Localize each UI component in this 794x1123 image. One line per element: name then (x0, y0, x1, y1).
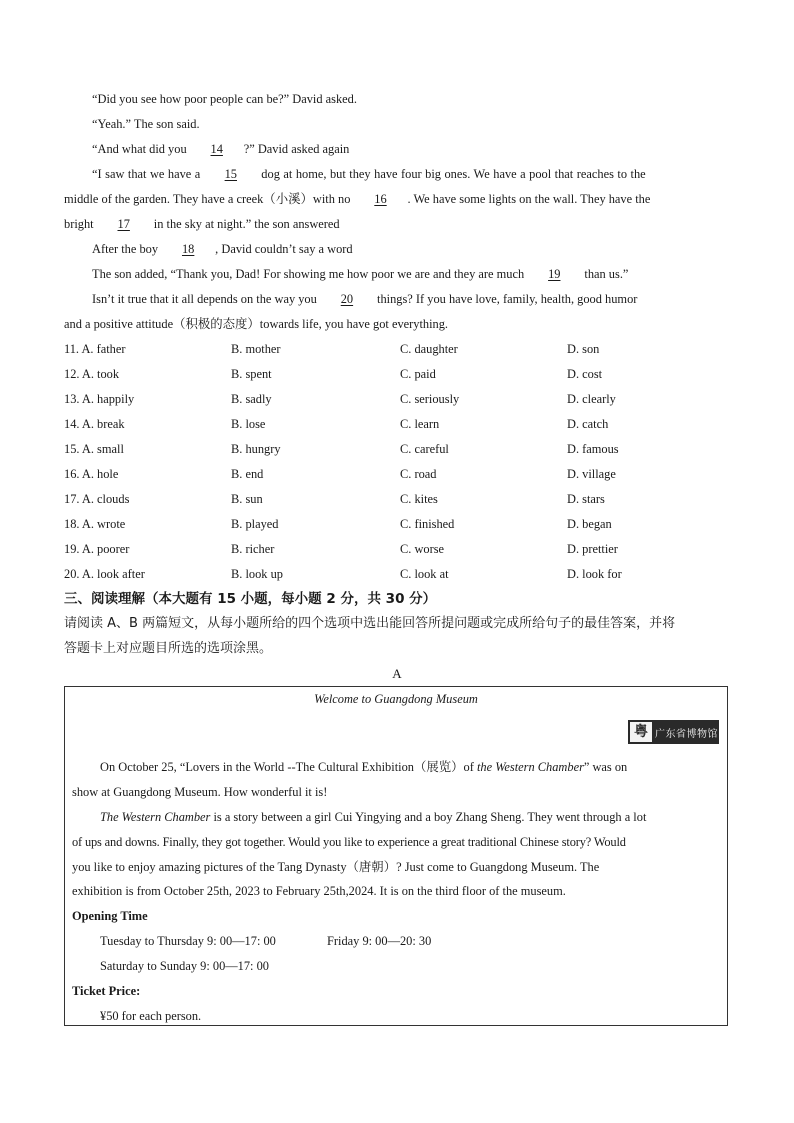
story-line-9 (92, 291, 637, 307)
option-row (64, 391, 744, 407)
option-a: 12. A. took (64, 367, 120, 381)
option-c: C. careful (400, 442, 449, 456)
option-a: 18. A. wrote (64, 517, 126, 531)
option-c: C. seriously (400, 392, 460, 406)
text-segment: “I saw that we have a (92, 167, 204, 181)
option-b: B. spent (231, 367, 272, 381)
option-c: C. paid (400, 367, 436, 381)
notice-para-2-line-1 (100, 809, 646, 825)
option-d: D. famous (567, 442, 619, 456)
option-d: D. clearly (567, 392, 616, 406)
option-row (64, 341, 744, 357)
option-c: C. worse (400, 542, 445, 556)
option-b: B. richer (231, 542, 275, 556)
ticket-price-heading: Ticket Price: (72, 984, 141, 998)
option-a: 14. A. break (64, 417, 125, 431)
text-segment: in the sky at night.” the son answered (150, 217, 340, 231)
museum-logo-icon: 粤 (630, 722, 652, 742)
notice-title: Welcome to Guangdong Museum (314, 692, 478, 706)
hours-friday: Friday 9: 00—20: 30 (327, 934, 432, 948)
blank-14: 14 (210, 142, 223, 156)
text-segment: . We have some lights on the wall. They have the (407, 192, 651, 206)
option-b: B. lose (231, 417, 266, 431)
option-d: D. look for (567, 567, 622, 581)
museum-logo-text: 广东省博物馆 (655, 728, 718, 740)
option-a: 13. A. happily (64, 392, 135, 406)
option-row (64, 516, 744, 532)
museum-notice-box (64, 686, 728, 1026)
notice-para-1-line-1 (100, 759, 627, 775)
option-b: B. sadly (231, 392, 272, 406)
hours-weekday: Tuesday to Thursday 9: 00—17: 00 (100, 934, 276, 948)
notice-para-2-line-3: you like to enjoy amazing pictures of the Tang Dynasty（唐朝）? Just come to Guangdong Museum. The (72, 860, 600, 874)
blank-15: 15 (224, 167, 237, 181)
text-segment: things? If you have love, family, health, good humor (373, 292, 638, 306)
story-line-2: “Yeah.” The son said. (92, 117, 200, 131)
text-segment: After the boy (92, 242, 162, 256)
story-line-5 (64, 191, 650, 207)
option-c: C. learn (400, 417, 440, 431)
option-a: 15. A. small (64, 442, 124, 456)
story-line-7 (92, 241, 353, 257)
text-segment: bright (64, 217, 97, 231)
text-segment: is a story between a girl Cui Yingying and a boy Zhang Sheng. They went through a lot (210, 810, 647, 824)
notice-para-1-line-2: show at Guangdong Museum. How wonderful it is! (72, 785, 328, 799)
notice-para-2-line-2: of ups and downs. Finally, they got together. Would you like to experience a great traditional Chinese story? Would (72, 835, 626, 849)
option-a: 16. A. hole (64, 467, 119, 481)
blank-19: 19 (548, 267, 561, 281)
passage-label: A (392, 666, 402, 681)
option-b: B. hungry (231, 442, 281, 456)
option-b: B. sun (231, 492, 263, 506)
option-b: B. look up (231, 567, 283, 581)
text-segment: dog at home, but they have four big ones. We have a pool that reaches to the (257, 167, 646, 181)
option-row (64, 466, 744, 482)
option-row (64, 366, 744, 382)
text-segment: ” was on (583, 760, 628, 774)
option-a: 19. A. poorer (64, 542, 130, 556)
ticket-price-value: ¥50 for each person. (100, 1009, 202, 1023)
option-b: B. mother (231, 342, 281, 356)
option-row (64, 541, 744, 557)
blank-16: 16 (374, 192, 387, 206)
opening-time-heading: Opening Time (72, 909, 148, 923)
option-d: D. village (567, 467, 616, 481)
option-d: D. prettier (567, 542, 618, 556)
option-a: 11. A. father (64, 342, 126, 356)
option-b: B. played (231, 517, 279, 531)
option-c: C. finished (400, 517, 455, 531)
option-row (64, 441, 744, 457)
text-segment: “And what did you (92, 142, 190, 156)
text-segment: The son added, “Thank you, Dad! For showing me how poor we are and they are much (92, 267, 528, 281)
hours-weekend: Saturday to Sunday 9: 00—17: 00 (100, 959, 269, 973)
option-a: 17. A. clouds (64, 492, 130, 506)
story-line-10: and a positive attitude（积极的态度）towards life, you have got everything. (64, 317, 449, 331)
story-line-1: “Did you see how poor people can be?” David asked. (92, 92, 357, 106)
story-line-4 (92, 166, 646, 182)
notice-para-2-line-4: exhibition is from October 25th, 2023 to February 25th,2024. It is on the third floor of the museum. (72, 884, 566, 898)
museum-logo (628, 720, 719, 744)
text-segment: The Western Chamber (100, 810, 211, 824)
option-b: B. end (231, 467, 264, 481)
option-c: C. kites (400, 492, 438, 506)
text-segment: Isn’t it true that it all depends on the way you (92, 292, 320, 306)
instructions-line-2: 答题卡上对应题目所选的选项涂黑。 (64, 641, 273, 656)
text-segment: the Western Chamber (476, 760, 584, 774)
option-row (64, 566, 744, 582)
text-segment: On October 25, “Lovers in the World --The Cultural Exhibition（展览）of (100, 760, 477, 774)
option-d: D. cost (567, 367, 603, 381)
instructions-line-1: 请阅读 A、B 两篇短文，从每小题所给的四个选项中选出能回答所提问题或完成所给句子的最佳答案，并将 (64, 616, 676, 631)
story-line-6 (64, 216, 340, 232)
text-segment: , David couldn’t say a word (215, 242, 353, 256)
option-c: C. look at (400, 567, 449, 581)
blank-17: 17 (117, 217, 130, 231)
text-segment: middle of the garden. They have a creek（小溪）with no (64, 192, 354, 206)
blank-18: 18 (181, 242, 195, 256)
option-d: D. catch (567, 417, 609, 431)
option-row (64, 491, 744, 507)
option-d: D. stars (567, 492, 605, 506)
section-heading: 三、阅读理解（本大题有 15 小题，每小题 2 分，共 30 分） (64, 591, 437, 607)
option-d: D. son (567, 342, 600, 356)
text-segment: than us.” (581, 267, 629, 281)
story-line-3 (92, 141, 349, 157)
option-c: C. daughter (400, 342, 458, 356)
text-segment: ?” David asked again (243, 142, 350, 156)
blank-20: 20 (340, 292, 354, 306)
option-d: D. began (567, 517, 612, 531)
option-c: C. road (400, 467, 437, 481)
story-line-8 (92, 266, 628, 282)
option-a: 20. A. look after (64, 567, 145, 581)
option-row (64, 416, 744, 432)
